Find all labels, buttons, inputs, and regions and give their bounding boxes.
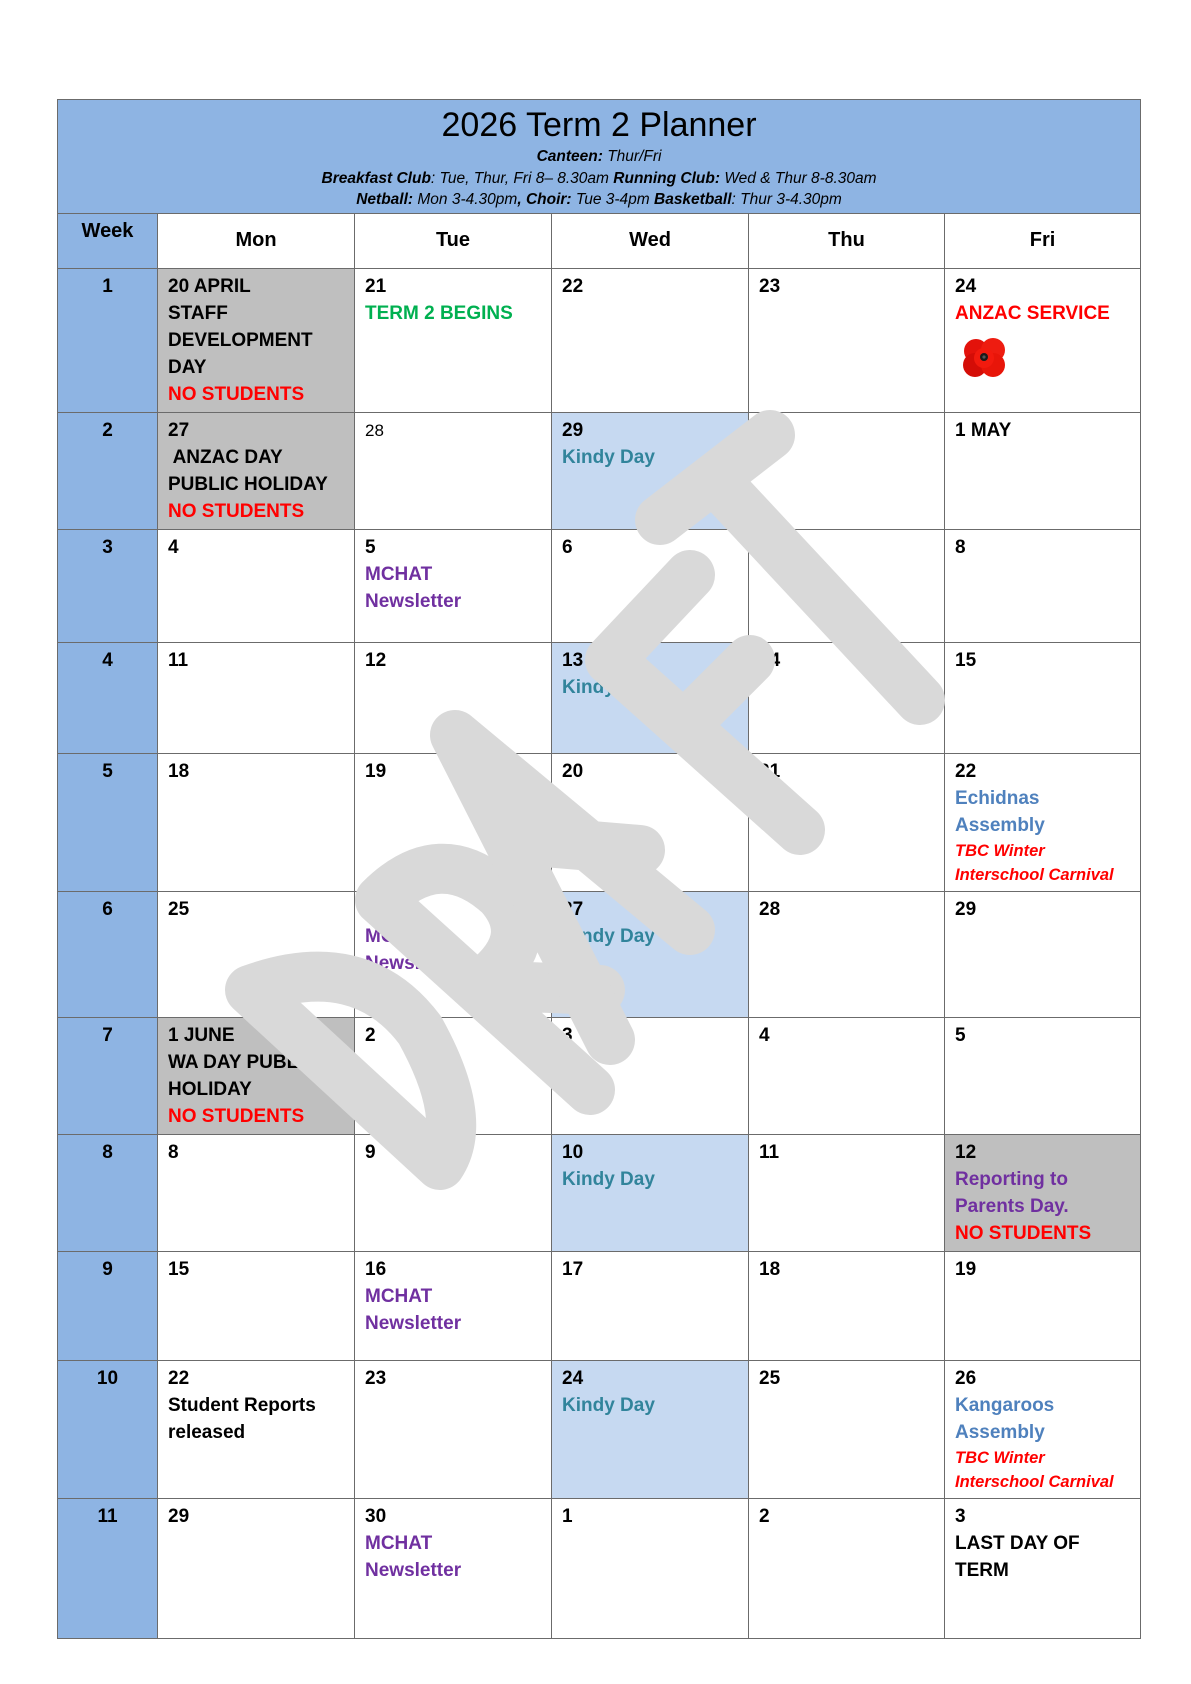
day-number: 30 [365,1505,387,1527]
day-number: 19 [955,1258,977,1280]
day-cell-thu [749,412,945,529]
day-number: 25 [168,898,190,920]
day-cell-mon [158,529,355,642]
day-cell-fri [945,642,1141,753]
week-number: 8 [58,1134,158,1251]
day-description: PUBLIC HOLIDAY [168,473,328,495]
week-row [58,1017,1141,1134]
event-label: Newsletter [365,590,462,612]
day-number: 14 [759,649,781,671]
day-number: 22 [168,1367,190,1389]
day-number: 3 [955,1505,966,1527]
day-cell-thu [749,1017,945,1134]
carnival-note: TBC Winter [955,1448,1045,1467]
week-number: 4 [58,642,158,753]
day-number: 18 [759,1258,781,1280]
day-number: 5 [365,536,376,558]
day-cell-mon [158,1017,355,1134]
day-number: 30 [759,419,781,441]
event-label: MCHAT [365,1532,433,1554]
column-header-tue: Tue [355,213,552,268]
day-number: 21 [365,275,387,297]
day-number: 28 [365,420,384,440]
event-label: Newsletter [365,952,462,974]
day-cell-tue [355,529,552,642]
column-header-wed: Wed [552,213,749,268]
week-number: 11 [58,1498,158,1638]
day-cell-mon [158,1134,355,1251]
day-cell-wed [552,412,749,529]
day-description: WA DAY PUBLIC [168,1051,318,1073]
day-cell-tue [355,1017,552,1134]
day-cell-tue [355,891,552,1017]
day-number: 4 [168,536,179,558]
day-number: 3 [562,1024,573,1046]
day-number: 20 APRIL [168,275,251,297]
day-cell-tue [355,412,552,529]
day-cell-mon [158,268,355,412]
day-cell-tue [355,642,552,753]
event-label: Newsletter [365,1312,462,1334]
day-cell-mon [158,1360,355,1498]
day-cell-wed [552,1017,749,1134]
week-row [58,891,1141,1017]
week-number: 7 [58,1017,158,1134]
day-cell-mon [158,753,355,891]
week-row [58,1134,1141,1251]
day-number: 22 [955,760,977,782]
day-cell-wed [552,1134,749,1251]
no-students-label: NO STUDENTS [955,1222,1092,1244]
day-cell-wed [552,1360,749,1498]
day-cell-tue [355,1134,552,1251]
week-number: 1 [58,268,158,412]
day-cell-wed [552,753,749,891]
day-number: 8 [955,536,966,558]
day-cell-mon [158,1251,355,1360]
day-cell-fri [945,1251,1141,1360]
day-number: 6 [562,536,573,558]
event-label: Kindy Day [562,925,655,947]
day-cell-tue [355,268,552,412]
week-row [58,1251,1141,1360]
event-label: TERM 2 BEGINS [365,302,513,324]
day-number: 28 [759,898,781,920]
carnival-note: Interschool Carnival [955,1472,1114,1491]
week-number: 6 [58,891,158,1017]
week-row [58,642,1141,753]
event-label: ANZAC SERVICE [955,302,1110,324]
event-label: Kindy Day [562,676,655,698]
day-description: TERM [955,1559,1009,1581]
planner-header-row [58,100,1141,214]
day-number: 23 [759,275,781,297]
poppy-icon [961,335,1009,381]
day-number: 15 [955,649,977,671]
event-label: Assembly [955,1421,1045,1443]
day-number: 15 [168,1258,190,1280]
day-cell-thu [749,1134,945,1251]
planner-header [58,100,1141,214]
column-header-mon: Mon [158,213,355,268]
day-cell-mon [158,1498,355,1638]
day-cell-thu [749,1360,945,1498]
day-number: 22 [562,275,584,297]
day-cell-fri [945,529,1141,642]
day-number: 24 [955,275,977,297]
day-number: 4 [759,1024,770,1046]
day-description: Student Reports [168,1394,316,1416]
event-label: Echidnas Assembly [955,787,1045,836]
day-cell-fri [945,1017,1141,1134]
day-number: 13 [562,649,584,671]
day-cell-thu [749,1498,945,1638]
event-label: Kangaroos [955,1394,1055,1416]
day-cell-wed [552,529,749,642]
canteen-info: Canteen: Thur/Fri [536,148,662,165]
day-cell-tue [355,1498,552,1638]
day-number: 29 [168,1505,190,1527]
event-label: MCHAT [365,925,433,947]
day-cell-fri [945,1360,1141,1498]
day-cell-thu [749,268,945,412]
day-number: 26 [365,898,387,920]
day-number: 11 [168,649,189,671]
day-number: 8 [168,1141,179,1163]
column-header-row [58,213,1141,268]
column-header-fri: Fri [945,213,1141,268]
day-number: 1 MAY [955,419,1012,441]
day-cell-tue [355,1251,552,1360]
day-cell-wed [552,1498,749,1638]
day-description: HOLIDAY [168,1078,252,1100]
week-row [58,412,1141,529]
day-cell-mon [158,642,355,753]
week-number: 10 [58,1360,158,1498]
day-number: 26 [955,1367,977,1389]
day-number: 19 [365,760,387,782]
day-cell-fri [945,412,1141,529]
day-number: 7 [759,536,770,558]
week-number: 2 [58,412,158,529]
week-row [58,268,1141,412]
day-cell-wed [552,268,749,412]
event-label: Reporting to [955,1168,1068,1190]
day-cell-fri [945,1134,1141,1251]
day-description: STAFF [168,302,228,324]
week-row [58,753,1141,891]
day-number: 25 [759,1367,781,1389]
day-number: 1 JUNE [168,1024,235,1046]
day-number: 16 [365,1258,387,1280]
day-number: 9 [365,1141,376,1163]
column-header-week: Week [58,213,158,268]
day-cell-thu [749,891,945,1017]
day-number: 2 [365,1024,376,1046]
term-planner-table [57,99,1141,1639]
no-students-label: NO STUDENTS [168,500,305,522]
day-description: released [168,1421,246,1443]
clubs-info: Breakfast Club: Tue, Thur, Fri 8– 8.30am Running Club: Wed & Thur 8-8.30am [321,169,877,187]
day-number: 29 [955,898,977,920]
day-cell-fri [945,268,1141,412]
day-cell-fri [945,891,1141,1017]
column-header-thu: Thu [749,213,945,268]
day-number: 12 [365,649,387,671]
week-number: 9 [58,1251,158,1360]
day-description: LAST DAY OF [955,1532,1080,1554]
event-label: MCHAT [365,563,433,585]
day-number: 17 [562,1258,584,1280]
event-label: Newsletter [365,1559,462,1581]
no-students-label: NO STUDENTS [168,383,305,405]
day-cell-wed [552,642,749,753]
day-number: 18 [168,760,190,782]
carnival-note: Interschool Carnival [955,865,1114,884]
day-number: 21 [759,760,781,782]
day-cell-thu [749,642,945,753]
day-number: 24 [562,1367,584,1389]
page-title: 2026 Term 2 Planner [441,106,757,144]
event-label: Kindy Day [562,1168,655,1190]
week-number: 3 [58,529,158,642]
week-row [58,1360,1141,1498]
day-number: 12 [955,1141,977,1163]
day-description: ANZAC DAY [168,446,283,468]
day-number: 29 [562,419,584,441]
day-number: 23 [365,1367,387,1389]
event-label: MCHAT [365,1285,433,1307]
event-label: Kindy Day [562,1394,655,1416]
day-number: 11 [759,1141,780,1163]
day-cell-tue [355,753,552,891]
day-description: DEVELOPMENT [168,329,313,351]
day-cell-thu [749,529,945,642]
day-description: DAY [168,356,207,378]
sports-info: Netball: Mon 3-4.30pm, Choir: Tue 3-4pm Basketball: Thur 3-4.30pm [356,191,842,208]
carnival-note: TBC Winter [955,841,1045,860]
day-number: 1 [562,1505,573,1527]
day-number: 27 [168,419,190,441]
day-cell-wed [552,891,749,1017]
day-number: 5 [955,1024,966,1046]
no-students-label: NO STUDENTS [168,1105,305,1127]
day-cell-thu [749,753,945,891]
day-cell-thu [749,1251,945,1360]
week-row [58,529,1141,642]
day-cell-tue [355,1360,552,1498]
day-cell-mon [158,412,355,529]
day-cell-fri [945,1498,1141,1638]
day-cell-mon [158,891,355,1017]
event-label: Parents Day. [955,1195,1069,1217]
day-number: 2 [759,1505,770,1527]
day-cell-wed [552,1251,749,1360]
week-row [58,1498,1141,1638]
day-number: 10 [562,1141,584,1163]
week-number: 5 [58,753,158,891]
day-cell-fri [945,753,1141,891]
day-number: 27 [562,898,584,920]
event-label: Kindy Day [562,446,655,468]
day-number: 20 [562,760,584,782]
